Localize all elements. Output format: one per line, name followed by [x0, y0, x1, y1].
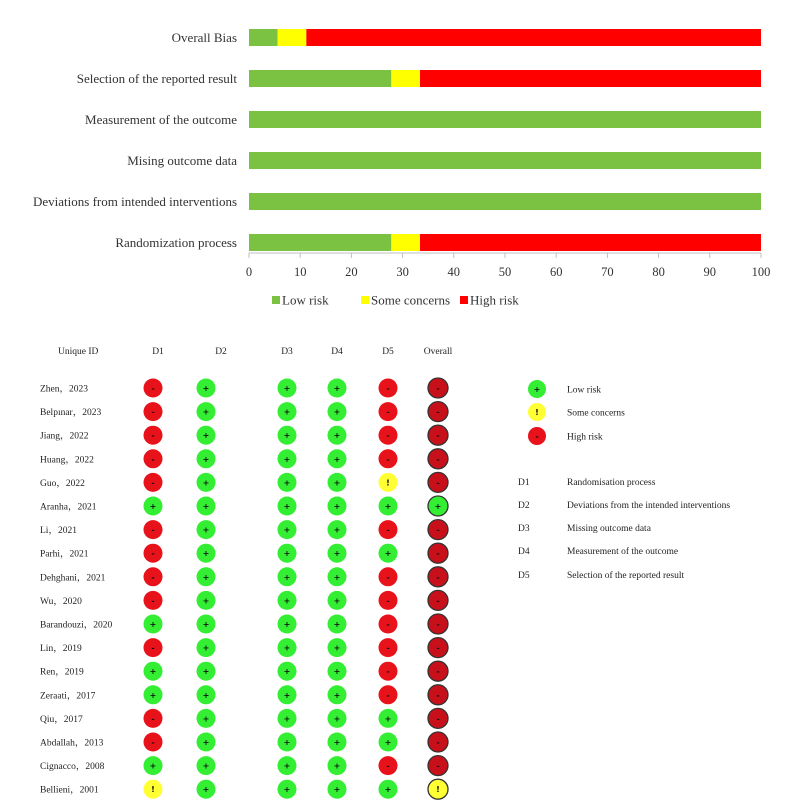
study-id: Li，2021: [40, 526, 77, 537]
judgement-symbol: -: [436, 407, 440, 417]
judgement-symbol: +: [333, 478, 341, 488]
judgement-symbol: +: [333, 690, 341, 700]
domain-name: Randomisation process: [567, 478, 656, 488]
judgement-symbol: +: [202, 620, 210, 629]
judgement-marker-low: [278, 756, 297, 775]
judgement-marker-low: [379, 780, 398, 799]
bar-segment-low-risk: [249, 234, 391, 251]
judgement-marker-low: [197, 733, 216, 752]
legend-label: Some concerns: [371, 292, 451, 308]
judgement-symbol: -: [151, 714, 155, 724]
x-tick-label: 50: [498, 265, 512, 279]
judgement-marker-low: [278, 567, 297, 586]
judgement-marker-low: [379, 544, 398, 563]
x-tick-label: 10: [293, 265, 307, 279]
judgement-symbol: -: [436, 738, 440, 747]
domain-name: Missing outcome data: [567, 524, 651, 534]
judgement-marker-low: [379, 733, 398, 752]
judgement-symbol: +: [202, 643, 210, 653]
judgement-symbol: -: [386, 572, 390, 582]
judgement-symbol: -: [151, 431, 155, 441]
legend-marker-symbol: !: [535, 408, 539, 417]
judgement-marker-low: [144, 685, 163, 704]
judgement-symbol: +: [149, 761, 157, 771]
judgement-marker-high: [379, 426, 398, 445]
judgement-symbol: -: [436, 525, 440, 535]
judgement-symbol: +: [283, 785, 291, 795]
judgement-symbol: +: [283, 738, 291, 747]
judgement-symbol: +: [202, 667, 210, 677]
study-id: Bellieni，2001: [40, 785, 99, 796]
judgement-marker-low: [278, 426, 297, 445]
judgement-marker-high: [379, 662, 398, 681]
judgement-marker-high: [144, 544, 163, 563]
judgement-symbol: -: [151, 454, 155, 464]
column-header-d5: D5: [382, 347, 394, 357]
judgement-marker-some: [379, 473, 398, 492]
judgement-symbol: +: [333, 431, 341, 441]
judgement-symbol: +: [202, 761, 210, 771]
judgement-marker-high: [379, 615, 398, 634]
judgement-marker-low: [328, 591, 347, 610]
judgement-symbol: -: [436, 620, 440, 629]
judgement-symbol: +: [333, 620, 341, 629]
study-id: Qiu，2017: [40, 714, 83, 725]
judgement-marker-high: [379, 402, 398, 421]
judgement-marker-low: [278, 780, 297, 799]
judgement-marker-high: [379, 567, 398, 586]
judgement-marker-low: [197, 426, 216, 445]
column-header-d1: D1: [152, 347, 164, 357]
domain-code: D4: [518, 547, 530, 557]
judgement-marker-low: [328, 402, 347, 421]
judgement-marker-high: [379, 449, 398, 468]
judgement-symbol: -: [386, 690, 390, 700]
judgement-symbol: +: [283, 454, 291, 464]
category-label: Selection of the reported result: [76, 71, 237, 86]
judgement-symbol: +: [202, 407, 210, 417]
judgement-marker-low: [278, 638, 297, 657]
judgement-symbol: +: [202, 785, 210, 795]
bar-segment-low-risk: [249, 111, 761, 128]
judgement-symbol: +: [333, 525, 341, 535]
judgement-marker-low: [328, 662, 347, 681]
column-header-unique-id: Unique ID: [58, 347, 99, 357]
judgement-symbol: +: [333, 738, 341, 747]
legend-marker-symbol: -: [535, 432, 539, 441]
judgement-marker-low: [197, 497, 216, 516]
study-id: Cignacco，2008: [40, 762, 105, 773]
judgement-symbol: +: [333, 714, 341, 724]
legend-judgement-label: High risk: [567, 432, 603, 443]
judgement-symbol: +: [202, 454, 210, 464]
judgement-marker-low: [328, 449, 347, 468]
judgement-marker-high: [428, 449, 448, 469]
category-label: Mising outcome data: [127, 153, 237, 168]
judgement-marker-low: [278, 402, 297, 421]
judgement-marker-low: [328, 638, 347, 657]
judgement-marker-low: [144, 662, 163, 681]
judgement-symbol: -: [436, 549, 440, 559]
judgement-marker-low: [197, 544, 216, 563]
legend-judgement-label: Some concerns: [567, 408, 625, 419]
judgement-symbol: -: [436, 384, 440, 393]
judgement-symbol: -: [436, 667, 440, 677]
judgement-marker-high: [144, 567, 163, 586]
judgement-marker-low: [278, 497, 297, 516]
judgement-symbol: -: [151, 384, 155, 393]
judgement-symbol: !: [386, 478, 390, 488]
judgement-marker-high: [144, 733, 163, 752]
domain-name: Measurement of the outcome: [567, 547, 679, 557]
x-tick-label: 80: [652, 265, 665, 279]
x-tick-label: 90: [703, 265, 717, 279]
judgement-symbol: +: [384, 502, 392, 511]
judgement-marker-low: [379, 497, 398, 516]
judgement-marker-low: [197, 662, 216, 681]
judgement-marker-high: [144, 402, 163, 421]
judgement-marker-low: [278, 544, 297, 563]
judgement-symbol: !: [436, 785, 440, 795]
judgement-symbol: -: [436, 714, 440, 724]
judgement-marker-high: [144, 638, 163, 657]
judgement-marker-high: [428, 425, 448, 445]
judgement-symbol: +: [202, 502, 210, 511]
judgement-marker-high: [428, 378, 448, 398]
bar-segment-low-risk: [249, 29, 278, 46]
judgement-marker-low: [278, 733, 297, 752]
study-id: Lin，2019: [40, 644, 82, 655]
judgement-marker-high: [428, 543, 448, 563]
study-id: Guo，2022: [40, 478, 85, 489]
column-header-d4: D4: [331, 347, 343, 357]
judgement-symbol: +: [202, 384, 210, 393]
judgement-symbol: +: [333, 643, 341, 653]
judgement-marker-some: [144, 780, 163, 799]
judgement-marker-low: [197, 402, 216, 421]
judgement-symbol: +: [283, 761, 291, 771]
judgement-marker-high: [144, 379, 163, 398]
judgement-symbol: +: [283, 407, 291, 417]
judgement-marker-low: [197, 615, 216, 634]
judgement-marker-low: [197, 520, 216, 539]
judgement-symbol: +: [283, 572, 291, 582]
judgement-marker-low: [197, 756, 216, 775]
judgement-symbol: +: [202, 549, 210, 559]
judgement-symbol: +: [333, 384, 341, 393]
judgement-symbol: +: [283, 384, 291, 393]
legend-swatch: [460, 296, 468, 304]
judgement-marker-low: [197, 591, 216, 610]
judgement-marker-low: [379, 709, 398, 728]
judgement-symbol: +: [202, 572, 210, 582]
judgement-symbol: +: [333, 407, 341, 417]
judgement-symbol: +: [283, 596, 291, 606]
judgement-marker-low: [328, 756, 347, 775]
judgement-marker-high: [428, 590, 448, 610]
judgement-marker-low: [197, 379, 216, 398]
judgement-symbol: +: [283, 431, 291, 441]
judgement-marker-high: [379, 685, 398, 704]
judgement-symbol: +: [149, 690, 157, 700]
judgement-symbol: +: [384, 549, 392, 559]
judgement-marker-low: [278, 473, 297, 492]
judgement-marker-low: [197, 567, 216, 586]
x-tick-label: 40: [447, 265, 461, 279]
bar-segment-low-risk: [249, 193, 761, 210]
bar-segment-some-concerns: [391, 234, 420, 251]
judgement-marker-high: [428, 732, 448, 752]
judgement-symbol: -: [386, 384, 390, 393]
judgement-marker-high: [428, 472, 448, 492]
judgement-marker-low: [144, 497, 163, 516]
judgement-symbol: -: [386, 596, 390, 606]
bar-segment-high-risk: [420, 70, 761, 87]
judgement-marker-high: [428, 756, 448, 776]
judgement-marker-low: [144, 615, 163, 634]
domain-code: D3: [518, 524, 530, 534]
judgement-symbol: -: [151, 643, 155, 653]
judgement-symbol: +: [202, 714, 210, 724]
judgement-marker-high: [379, 520, 398, 539]
judgement-symbol: +: [333, 785, 341, 795]
judgement-symbol: -: [151, 596, 155, 606]
judgement-marker-low: [197, 638, 216, 657]
domain-name: Deviations from the intended interventions: [567, 501, 731, 511]
bar-segment-some-concerns: [391, 70, 420, 87]
judgement-marker-high: [379, 638, 398, 657]
judgement-symbol: +: [333, 572, 341, 582]
bar-segment-some-concerns: [278, 29, 307, 46]
judgement-marker-low: [197, 449, 216, 468]
study-id: Huang，2022: [40, 455, 94, 466]
judgement-symbol: -: [151, 525, 155, 535]
x-tick-label: 100: [751, 265, 771, 279]
judgement-marker-high: [144, 449, 163, 468]
judgement-marker-low: [328, 780, 347, 799]
x-tick-label: 0: [245, 265, 253, 279]
judgement-symbol: -: [436, 690, 440, 700]
judgement-marker-low: [328, 497, 347, 516]
judgement-symbol: -: [386, 761, 390, 771]
judgement-symbol: +: [202, 596, 210, 606]
judgement-symbol: +: [333, 502, 341, 511]
study-id: Aranha，2021: [40, 502, 97, 513]
judgement-marker-low: [328, 473, 347, 492]
judgement-marker-low: [328, 544, 347, 563]
judgement-symbol: +: [202, 690, 210, 700]
judgement-marker-some: [428, 779, 448, 799]
x-tick-label: 70: [601, 265, 614, 279]
judgement-symbol: +: [283, 643, 291, 653]
judgement-symbol: +: [384, 738, 392, 747]
judgement-symbol: +: [333, 761, 341, 771]
judgement-marker-low: [328, 733, 347, 752]
judgement-symbol: +: [283, 525, 291, 535]
column-header-overall: Overall: [423, 347, 453, 357]
domain-code: D5: [518, 571, 530, 581]
judgement-marker-high: [144, 426, 163, 445]
column-header-d3: D3: [281, 347, 293, 357]
judgement-symbol: +: [283, 549, 291, 559]
judgement-symbol: -: [151, 549, 155, 559]
judgement-marker-high: [144, 473, 163, 492]
judgement-symbol: -: [436, 572, 440, 582]
judgement-symbol: -: [436, 431, 440, 441]
judgement-marker-low: [278, 685, 297, 704]
judgement-marker-high: [428, 661, 448, 681]
judgement-symbol: +: [149, 667, 157, 677]
judgement-symbol: -: [386, 525, 390, 535]
judgement-symbol: +: [333, 549, 341, 559]
judgement-symbol: +: [283, 478, 291, 488]
judgement-marker-high: [379, 756, 398, 775]
judgement-symbol: +: [333, 454, 341, 464]
judgement-symbol: -: [436, 643, 440, 653]
judgement-marker-low: [197, 709, 216, 728]
domain-code: D1: [518, 478, 530, 488]
judgement-symbol: -: [386, 454, 390, 464]
judgement-marker-high: [379, 379, 398, 398]
category-label: Deviations from intended interventions: [33, 194, 237, 209]
judgement-symbol: +: [283, 502, 291, 511]
judgement-symbol: -: [386, 643, 390, 653]
judgement-symbol: +: [283, 667, 291, 677]
judgement-symbol: -: [386, 620, 390, 629]
judgement-marker-low: [197, 473, 216, 492]
judgement-marker-high: [428, 638, 448, 658]
bar-segment-high-risk: [306, 29, 761, 46]
x-tick-label: 20: [345, 265, 358, 279]
study-id: Belpınar，2023: [40, 408, 102, 419]
legend-marker-symbol: +: [533, 385, 541, 394]
judgement-marker-high: [379, 591, 398, 610]
judgement-marker-high: [428, 402, 448, 422]
judgement-marker-low: [278, 449, 297, 468]
judgement-symbol: +: [384, 714, 392, 724]
judgement-marker-low: [328, 520, 347, 539]
legend-swatch: [272, 296, 280, 304]
risk-of-bias-bar-chart: [0, 0, 800, 330]
judgement-symbol: +: [384, 785, 392, 795]
judgement-marker-low: [428, 496, 448, 516]
study-id: Zhen，2023: [40, 384, 89, 395]
category-label: Overall Bias: [171, 30, 237, 45]
judgement-marker-high: [428, 567, 448, 587]
domain-name: Selection of the reported result: [567, 571, 685, 581]
judgement-symbol: -: [151, 478, 155, 488]
judgement-marker-low: [144, 756, 163, 775]
judgement-symbol: +: [434, 502, 442, 511]
judgement-marker-low: [328, 379, 347, 398]
judgement-symbol: +: [202, 738, 210, 747]
category-label: Measurement of the outcome: [85, 112, 237, 127]
judgement-marker-low: [328, 685, 347, 704]
judgement-marker-high: [144, 591, 163, 610]
study-id: Jiang，2022: [40, 431, 89, 442]
judgement-symbol: +: [333, 667, 341, 677]
judgement-marker-low: [278, 615, 297, 634]
judgement-symbol: -: [436, 478, 440, 488]
judgement-symbol: +: [283, 620, 291, 629]
judgement-marker-low: [278, 709, 297, 728]
judgement-symbol: +: [149, 620, 157, 629]
judgement-symbol: -: [386, 407, 390, 417]
judgement-symbol: +: [333, 596, 341, 606]
judgement-symbol: +: [202, 478, 210, 488]
bar-segment-low-risk: [249, 70, 391, 87]
judgement-symbol: +: [283, 714, 291, 724]
judgement-marker-low: [328, 567, 347, 586]
study-id: Parhi，2021: [40, 549, 89, 560]
judgement-marker-low: [278, 591, 297, 610]
judgement-marker-low: [278, 520, 297, 539]
study-id: Wu，2020: [40, 596, 82, 607]
bar-segment-low-risk: [249, 152, 761, 169]
judgement-symbol: -: [436, 761, 440, 771]
column-header-d2: D2: [215, 347, 227, 357]
judgement-marker-low: [197, 780, 216, 799]
study-id: Ren，2019: [40, 667, 84, 678]
judgement-marker-high: [428, 685, 448, 705]
legend-label: Low risk: [282, 292, 329, 308]
judgement-symbol: +: [283, 690, 291, 700]
judgement-marker-low: [328, 615, 347, 634]
judgement-symbol: -: [436, 454, 440, 464]
judgement-symbol: -: [386, 431, 390, 441]
judgement-symbol: -: [436, 596, 440, 606]
study-id: Dehghani，2021: [40, 573, 106, 584]
judgement-symbol: +: [202, 525, 210, 535]
judgement-marker-low: [197, 685, 216, 704]
judgement-marker-high: [144, 520, 163, 539]
x-tick-label: 60: [549, 265, 563, 279]
judgement-marker-low: [328, 709, 347, 728]
domain-code: D2: [518, 501, 530, 511]
judgement-symbol: +: [202, 431, 210, 441]
judgement-marker-high: [428, 708, 448, 728]
judgement-symbol: -: [151, 407, 155, 417]
judgement-symbol: +: [149, 502, 157, 511]
judgement-marker-low: [278, 379, 297, 398]
study-id: Zeraati，2017: [40, 691, 96, 702]
x-tick-label: 30: [396, 265, 409, 279]
judgement-marker-low: [278, 662, 297, 681]
category-label: Randomization process: [115, 235, 237, 250]
judgement-symbol: -: [151, 572, 155, 582]
bar-segment-high-risk: [420, 234, 761, 251]
judgement-marker-high: [428, 614, 448, 634]
judgement-marker-high: [144, 709, 163, 728]
traffic-light-plot: [0, 330, 800, 809]
judgement-marker-high: [428, 520, 448, 540]
judgement-symbol: !: [151, 785, 155, 795]
study-id: Abdallah，2013: [40, 738, 104, 749]
judgement-symbol: -: [386, 667, 390, 677]
judgement-symbol: -: [151, 738, 155, 747]
judgement-marker-low: [328, 426, 347, 445]
legend-label: High risk: [470, 292, 519, 308]
legend-swatch: [361, 296, 369, 304]
study-id: Barandouzi，2020: [40, 620, 113, 631]
legend-judgement-label: Low risk: [567, 385, 602, 396]
